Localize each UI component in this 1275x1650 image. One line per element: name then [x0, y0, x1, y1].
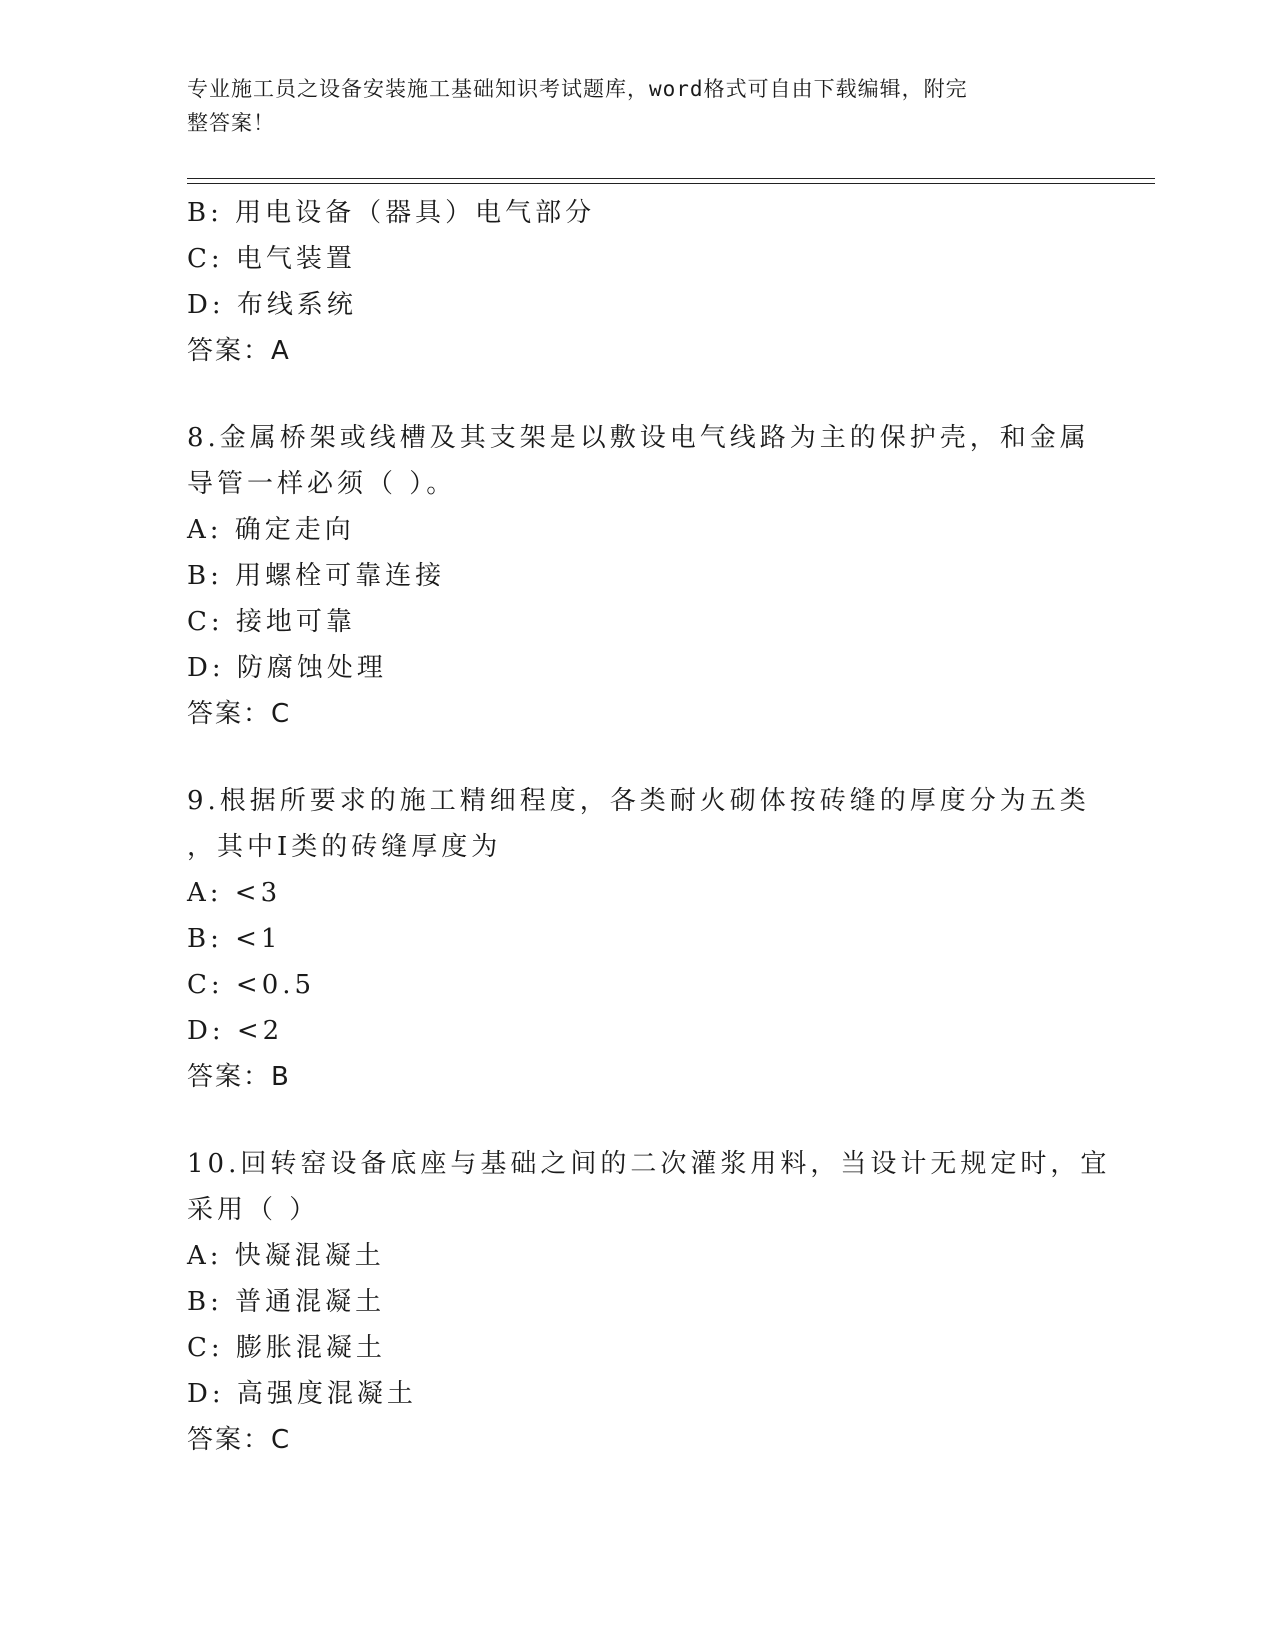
header-divider-bottom — [187, 183, 1155, 184]
option-d: D: 高强度混凝土 — [187, 1379, 417, 1409]
question-stem: 8.金属桥架或线槽及其支架是以敷设电气线路为主的保护壳，和金属 — [187, 423, 1090, 453]
option-b: B: 普通混凝土 — [187, 1287, 386, 1317]
question-stem-continued: 导管一样必须（ ）。 — [187, 469, 457, 499]
question-10 — [187, 1141, 1111, 1463]
header-divider-top — [187, 178, 1155, 179]
spacer — [187, 737, 1087, 778]
answer-line: 答案：A — [187, 336, 291, 366]
option-c: C: 膨胀混凝土 — [187, 1333, 386, 1363]
option-d: D: <2 — [187, 1016, 284, 1046]
question-stem-continued: 采用（ ） — [187, 1195, 320, 1225]
question-stem: 9.根据所要求的施工精细程度，各类耐火砌体按砖缝的厚度分为五类 — [187, 786, 1090, 816]
option-a: A: <3 — [187, 878, 282, 908]
option-b: B: <1 — [187, 924, 282, 954]
option-a: A: 快凝混凝土 — [187, 1241, 385, 1271]
spacer — [187, 1100, 1087, 1141]
option-b: B: 用螺栓可靠连接 — [187, 561, 446, 591]
header-line-2: 整答案！ — [187, 111, 275, 135]
option-c: C: 电气装置 — [187, 244, 356, 274]
spacer — [187, 374, 1087, 415]
question-stem-continued: ，其中I类的砖缝厚度为 — [187, 832, 502, 862]
answer-line: 答案：C — [187, 1425, 292, 1455]
question-9 — [187, 778, 1090, 1100]
option-c: C: <0.5 — [187, 970, 316, 1000]
question-7-continued — [187, 190, 1087, 374]
answer-line: 答案：B — [187, 1062, 291, 1092]
option-d: D: 布线系统 — [187, 290, 357, 320]
document-header — [187, 72, 1067, 140]
option-c: C: 接地可靠 — [187, 607, 356, 637]
option-a: A: 确定走向 — [187, 515, 355, 545]
question-8 — [187, 415, 1090, 737]
question-list — [187, 190, 1111, 1463]
answer-line: 答案：C — [187, 699, 292, 729]
option-b: B: 用电设备（器具）电气部分 — [187, 198, 596, 228]
option-d: D: 防腐蚀处理 — [187, 653, 387, 683]
question-stem: 10.回转窑设备底座与基础之间的二次灌浆用料，当设计无规定时，宜 — [187, 1149, 1111, 1179]
header-line-1: 专业施工员之设备安装施工基础知识考试题库，word格式可自由下载编辑，附完 — [187, 77, 968, 101]
